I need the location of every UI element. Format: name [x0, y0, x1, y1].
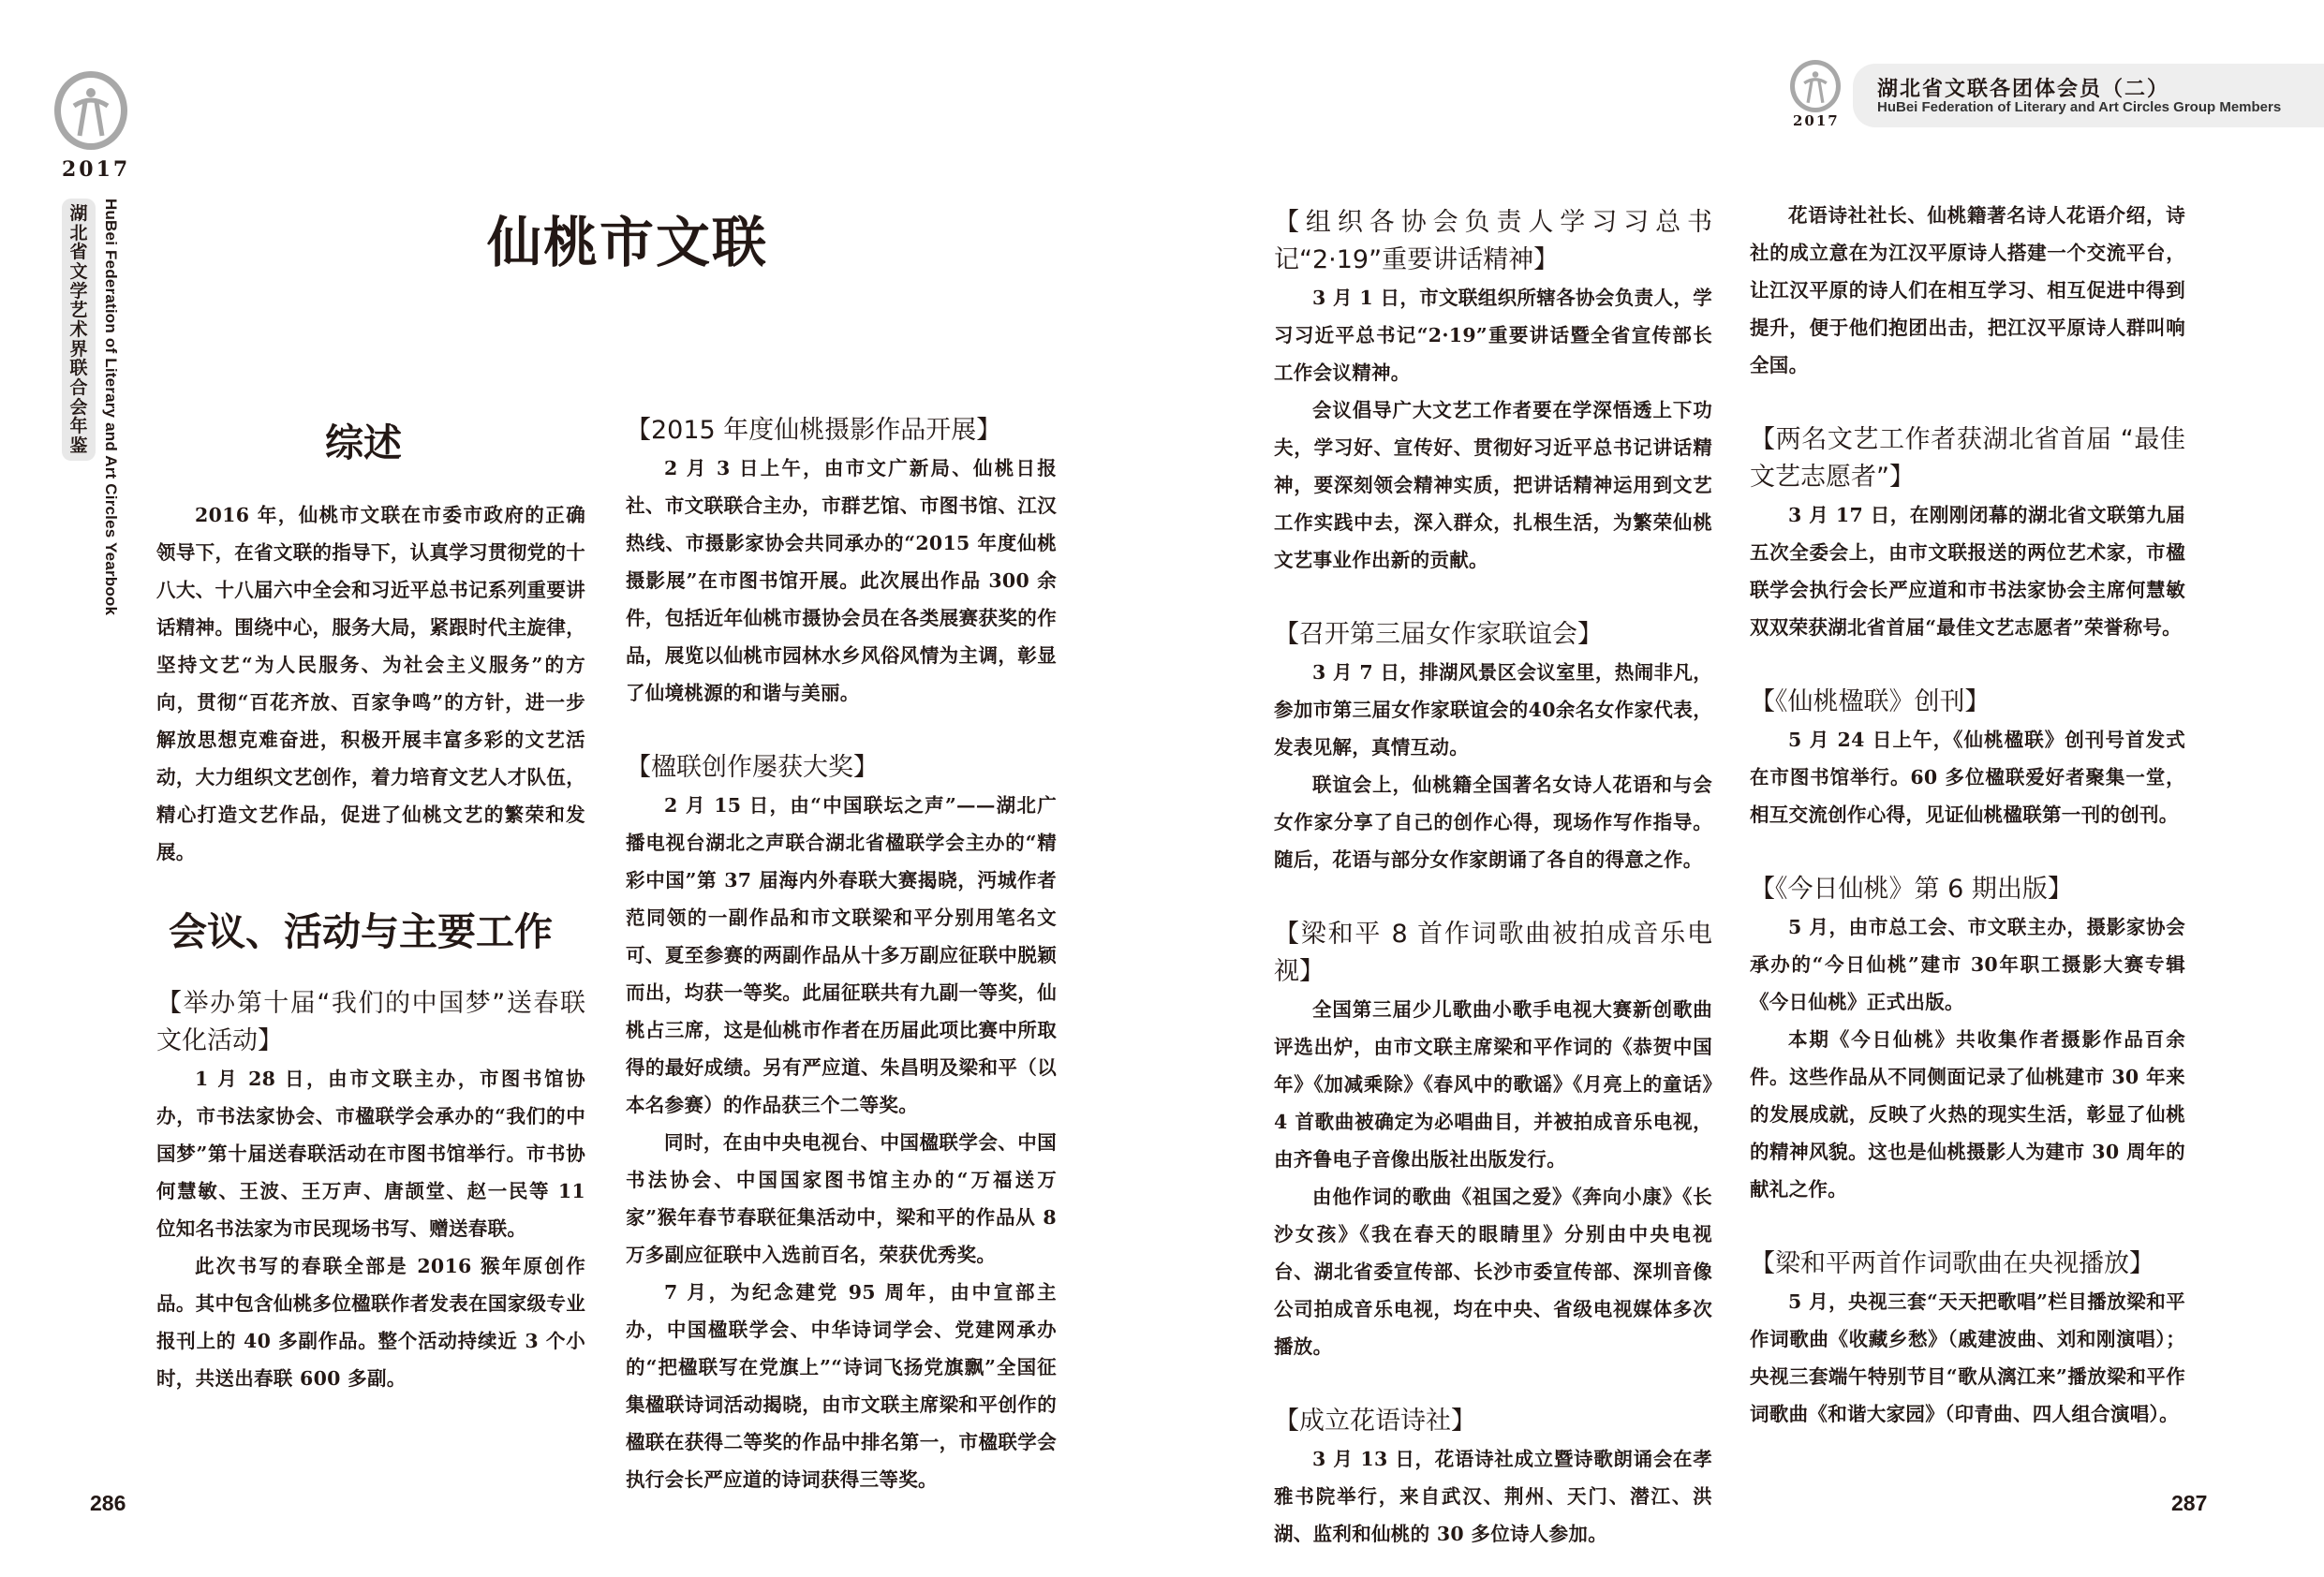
section-heading: 【梁和平两首作词歌曲在央视播放】 [1750, 1249, 2154, 1278]
column-1-overview [156, 496, 585, 871]
spacer [1750, 1208, 2185, 1245]
section-heading: 【召开第三届女作家联谊会】 [1274, 620, 1603, 649]
spine-english-title: HuBei Federation of Literary and Art Circles Yearbook [102, 199, 120, 616]
spine-char: 湖 [69, 203, 88, 224]
federation-emblem-icon [1790, 60, 1841, 112]
section-paragraph: 由他作词的歌曲《祖国之爱》《奔向小康》《长沙女孩》《我在春天的眼睛里》分别由中央电视台、湖北省委宣传部、长沙市委宣传部、深圳音像公司拍成音乐电视，均在中央、省级电视媒体多次播放。 [1274, 1186, 1712, 1358]
spacer [1750, 384, 2185, 421]
spine-char: 学 [69, 280, 88, 302]
section-paragraph: 2 月 3 日上午，由市文广新局、仙桃日报社、市文联联合主办，市群艺馆、市图书馆、江汉热线、市摄影家协会共同承办的“2015 年度仙桃摄影展”在市图书馆开展。此次展出作品 300 余件，包括近年仙桃市摄协会员在各类展赛获奖的作品，展览以仙桃市园林水乡风俗风情为主调，彰显了仙境桃源的和谐与美丽。 [626, 457, 1057, 704]
spacer [1274, 579, 1712, 616]
spine-char: 鉴 [69, 435, 88, 456]
spacer [1750, 833, 2185, 871]
section-paragraph: 7 月，为纪念建党 95 周年，由中宣部主办，中国楹联学会、中华诗词学会、党建网承办的“把楹联写在党旗上”“诗词飞扬党旗飘”全国征集楹联诗词活动揭晓，由市文联主席梁和平创作的楹联在获得二等奖的作品中排名第一，市楹联学会执行会长严应道的诗词获得三等奖。 [626, 1281, 1057, 1491]
section-paragraph: 5 月，央视三套“天天把歌唱”栏目播放梁和平作词歌曲《收藏乡愁》（戚建波曲、刘和刚演唱）；央视三套端午特别节目“歌从漓江来”播放梁和平作词歌曲《和谐大家园》（印青曲、四人组合演唱）。 [1750, 1290, 2185, 1425]
section-paragraph: 2 月 15 日，由“中国联坛之声”——湖北广播电视台湖北之声联合湖北省楹联学会主办的“精彩中国”第 37 届海内外春联大赛揭晓，沔城作者范同领的一副作品和市文联梁和平分别用笔名文可、夏至参赛的两副作品从十多万副应征联中脱颖而出，均获一等奖。此届征联共有九副一等奖，仙桃占三席，这是仙桃市作者在历届此项比赛中所取得的最好成绩。另有严应道、朱昌明及梁和平（以本名参赛）的作品获三个二等奖。 [626, 794, 1057, 1116]
page-title: 仙桃市文联 [487, 211, 769, 274]
running-header-en: HuBei Federation of Literary and Art Circles Group Members [1877, 99, 2282, 115]
section-heading: 【举办第十届“我们的中国梦”送春联文化活动】 [156, 989, 585, 1055]
page-number-right: 287 [2171, 1491, 2208, 1515]
section-heading: 【《仙桃楹联》创刊】 [1750, 687, 1991, 716]
spine-char: 省 [69, 242, 88, 263]
page-number-left: 286 [90, 1491, 126, 1515]
section-heading: 【梁和平 8 首作词歌曲被拍成音乐电视】 [1274, 920, 1712, 986]
spine-char: 文 [69, 260, 88, 282]
spine-char: 会 [69, 396, 88, 418]
section-paragraph: 全国第三届少儿歌曲小歌手电视大赛新创歌曲评选出炉，由市文联主席梁和平作词的《恭贺中国年》《加减乘除》《春风中的歌谣》《月亮上的童话》4 首歌曲被确定为必唱曲目，并被拍成音乐电视，由齐鲁电子音像出版社出版发行。 [1274, 998, 1712, 1171]
spacer [1750, 646, 2185, 684]
column-4 [1750, 197, 2185, 1433]
lead-paragraph: 花语诗社社长、仙桃籍著名诗人花语介绍，诗社的成立意在为江汉平原诗人搭建一个交流平台，让江汉平原的诗人们在相互学习、相互促进中得到提升，便于他们抱团出击，把江汉平原诗人群叫响全国。 [1750, 204, 2185, 376]
section-paragraph: 同时，在由中央电视台、中国楹联学会、中国书法协会、中国国家图书馆主办的“万福送万家”猴年春节春联征集活动中，梁和平的作品从 8 万多副应征联中入选前百名，荣获优秀奖。 [626, 1131, 1057, 1266]
spine-char: 联 [69, 358, 88, 379]
column-1-section [156, 985, 585, 1397]
section-paragraph: 会议倡导广大文艺工作者要在学深悟透上下功夫，学习好、宣传好、贯彻好习近平总书记讲话精神，要深刻领会精神实质，把讲话精神运用到文艺工作实践中去，深入群众，扎根生活，为繁荣仙桃文艺事业作出新的贡献。 [1274, 399, 1712, 571]
section-heading: 【2015 年度仙桃摄影作品开展】 [626, 416, 1002, 445]
overview-heading: 综述 [325, 420, 402, 465]
work-section-heading: 会议、活动与主要工作 [169, 909, 553, 954]
section-paragraph: 5 月 24 日上午，《仙桃楹联》创刊号首发式在市图书馆举行。60 多位楹联爱好者聚集一堂，相互交流创作心得，见证仙桃楹联第一刊的创刊。 [1750, 729, 2185, 826]
section-paragraph: 1 月 28 日，由市文联主办，市图书馆协办，市书法家协会、市楹联学会承办的“我们的中国梦”第十届送春联活动在市图书馆举行。市书协何慧敏、王波、王万声、唐颉堂、赵一民等 11 位知名书法家为市民现场书写、赠送春联。 [156, 1068, 585, 1240]
section-paragraph: 5 月，由市总工会、市文联主办，摄影家协会承办的“今日仙桃”建市 30年职工摄影大赛专辑《今日仙桃》正式出版。 [1750, 916, 2185, 1013]
emblem-year: 2017 [62, 157, 131, 182]
emblem-year: 2017 [1793, 112, 1840, 129]
federation-emblem-icon [54, 71, 127, 150]
spine-char: 年 [69, 416, 88, 437]
section-heading: 【楹联创作屡获大奖】 [626, 753, 879, 782]
section-paragraph: 3 月 1 日，市文联组织所辖各协会负责人，学习习近平总书记“2·19”重要讲话暨全省宣传部长工作会议精神。 [1274, 287, 1712, 384]
spacer [1274, 878, 1712, 916]
overview-paragraph: 2016 年，仙桃市文联在市委市政府的正确领导下，在省文联的指导下，认真学习贯彻党的十八大、十八届六中全会和习近平总书记系列重要讲话精神。围绕中心，服务大局，紧跟时代主旋律，坚持文艺“为人民服务、为社会主义服务”的方向，贯彻“百花齐放、百家争鸣”的方针，进一步解放思想克难奋进，积极开展丰富多彩的文艺活动，大力组织文艺创作，着力培育文艺人才队伍，精心打造文艺作品，促进了仙桃文艺的繁荣和发展。 [156, 504, 585, 863]
spine-char: 界 [69, 338, 88, 360]
spine-char: 合 [69, 376, 88, 398]
yearbook-spine-label [62, 199, 96, 461]
section-paragraph: 3 月 7 日，排湖风景区会议室里，热闹非凡，参加市第三届女作家联谊会的40余名女作家代表，发表见解，真情互动。 [1274, 661, 1712, 759]
section-heading: 【《今日仙桃》第 6 期出版】 [1750, 875, 2073, 904]
section-heading: 【组织各协会负责人学习习总书记“2·19”重要讲话精神】 [1274, 208, 1712, 274]
spine-char: 艺 [69, 300, 88, 321]
section-paragraph: 本期《今日仙桃》共收集作者摄影作品百余件。这些作品从不同侧面记录了仙桃建市 30 年来的发展成就，反映了火热的现实生活，彰显了仙桃的精神风貌。这也是仙桃摄影人为建市 30 周年的献礼之作。 [1750, 1028, 2185, 1201]
spine-char: 术 [69, 318, 88, 340]
column-2 [626, 412, 1057, 1498]
section-paragraph: 3 月 13 日，花语诗社成立暨诗歌朗诵会在孝雅书院举行，来自武汉、荆州、天门、潜江、洪湖、监利和仙桃的 30 多位诗人参加。 [1274, 1448, 1712, 1545]
section-paragraph: 联谊会上，仙桃籍全国著名女诗人花语和与会女作家分享了自己的创作心得，现场作写作指导。随后，花语与部分女作家朗诵了各自的得意之作。 [1274, 774, 1712, 871]
running-header-cn: 湖北省文联各团体会员（二） [1877, 78, 2170, 101]
section-heading: 【两名文艺工作者获湖北省首届 “最佳文艺志愿者”】 [1750, 425, 2185, 492]
section-heading: 【成立花语诗社】 [1274, 1407, 1476, 1436]
spacer [626, 712, 1057, 749]
section-paragraph: 此次书写的春联全部是 2016 猴年原创作品。其中包含仙桃多位楹联作者发表在国家级专业报刊上的 40 多副作品。整个活动持续近 3 个小时，共送出春联 600 多副。 [156, 1255, 585, 1390]
spacer [1274, 1365, 1712, 1403]
spine-char: 北 [69, 222, 88, 243]
section-paragraph: 3 月 17 日，在刚刚闭幕的湖北省文联第九届五次全委会上，由市文联报送的两位艺术家，市楹联学会执行会长严应道和市书法家协会主席何慧敏双双荣获湖北省首届“最佳文艺志愿者”荣誉称号。 [1750, 504, 2185, 639]
column-3 [1274, 204, 1712, 1553]
